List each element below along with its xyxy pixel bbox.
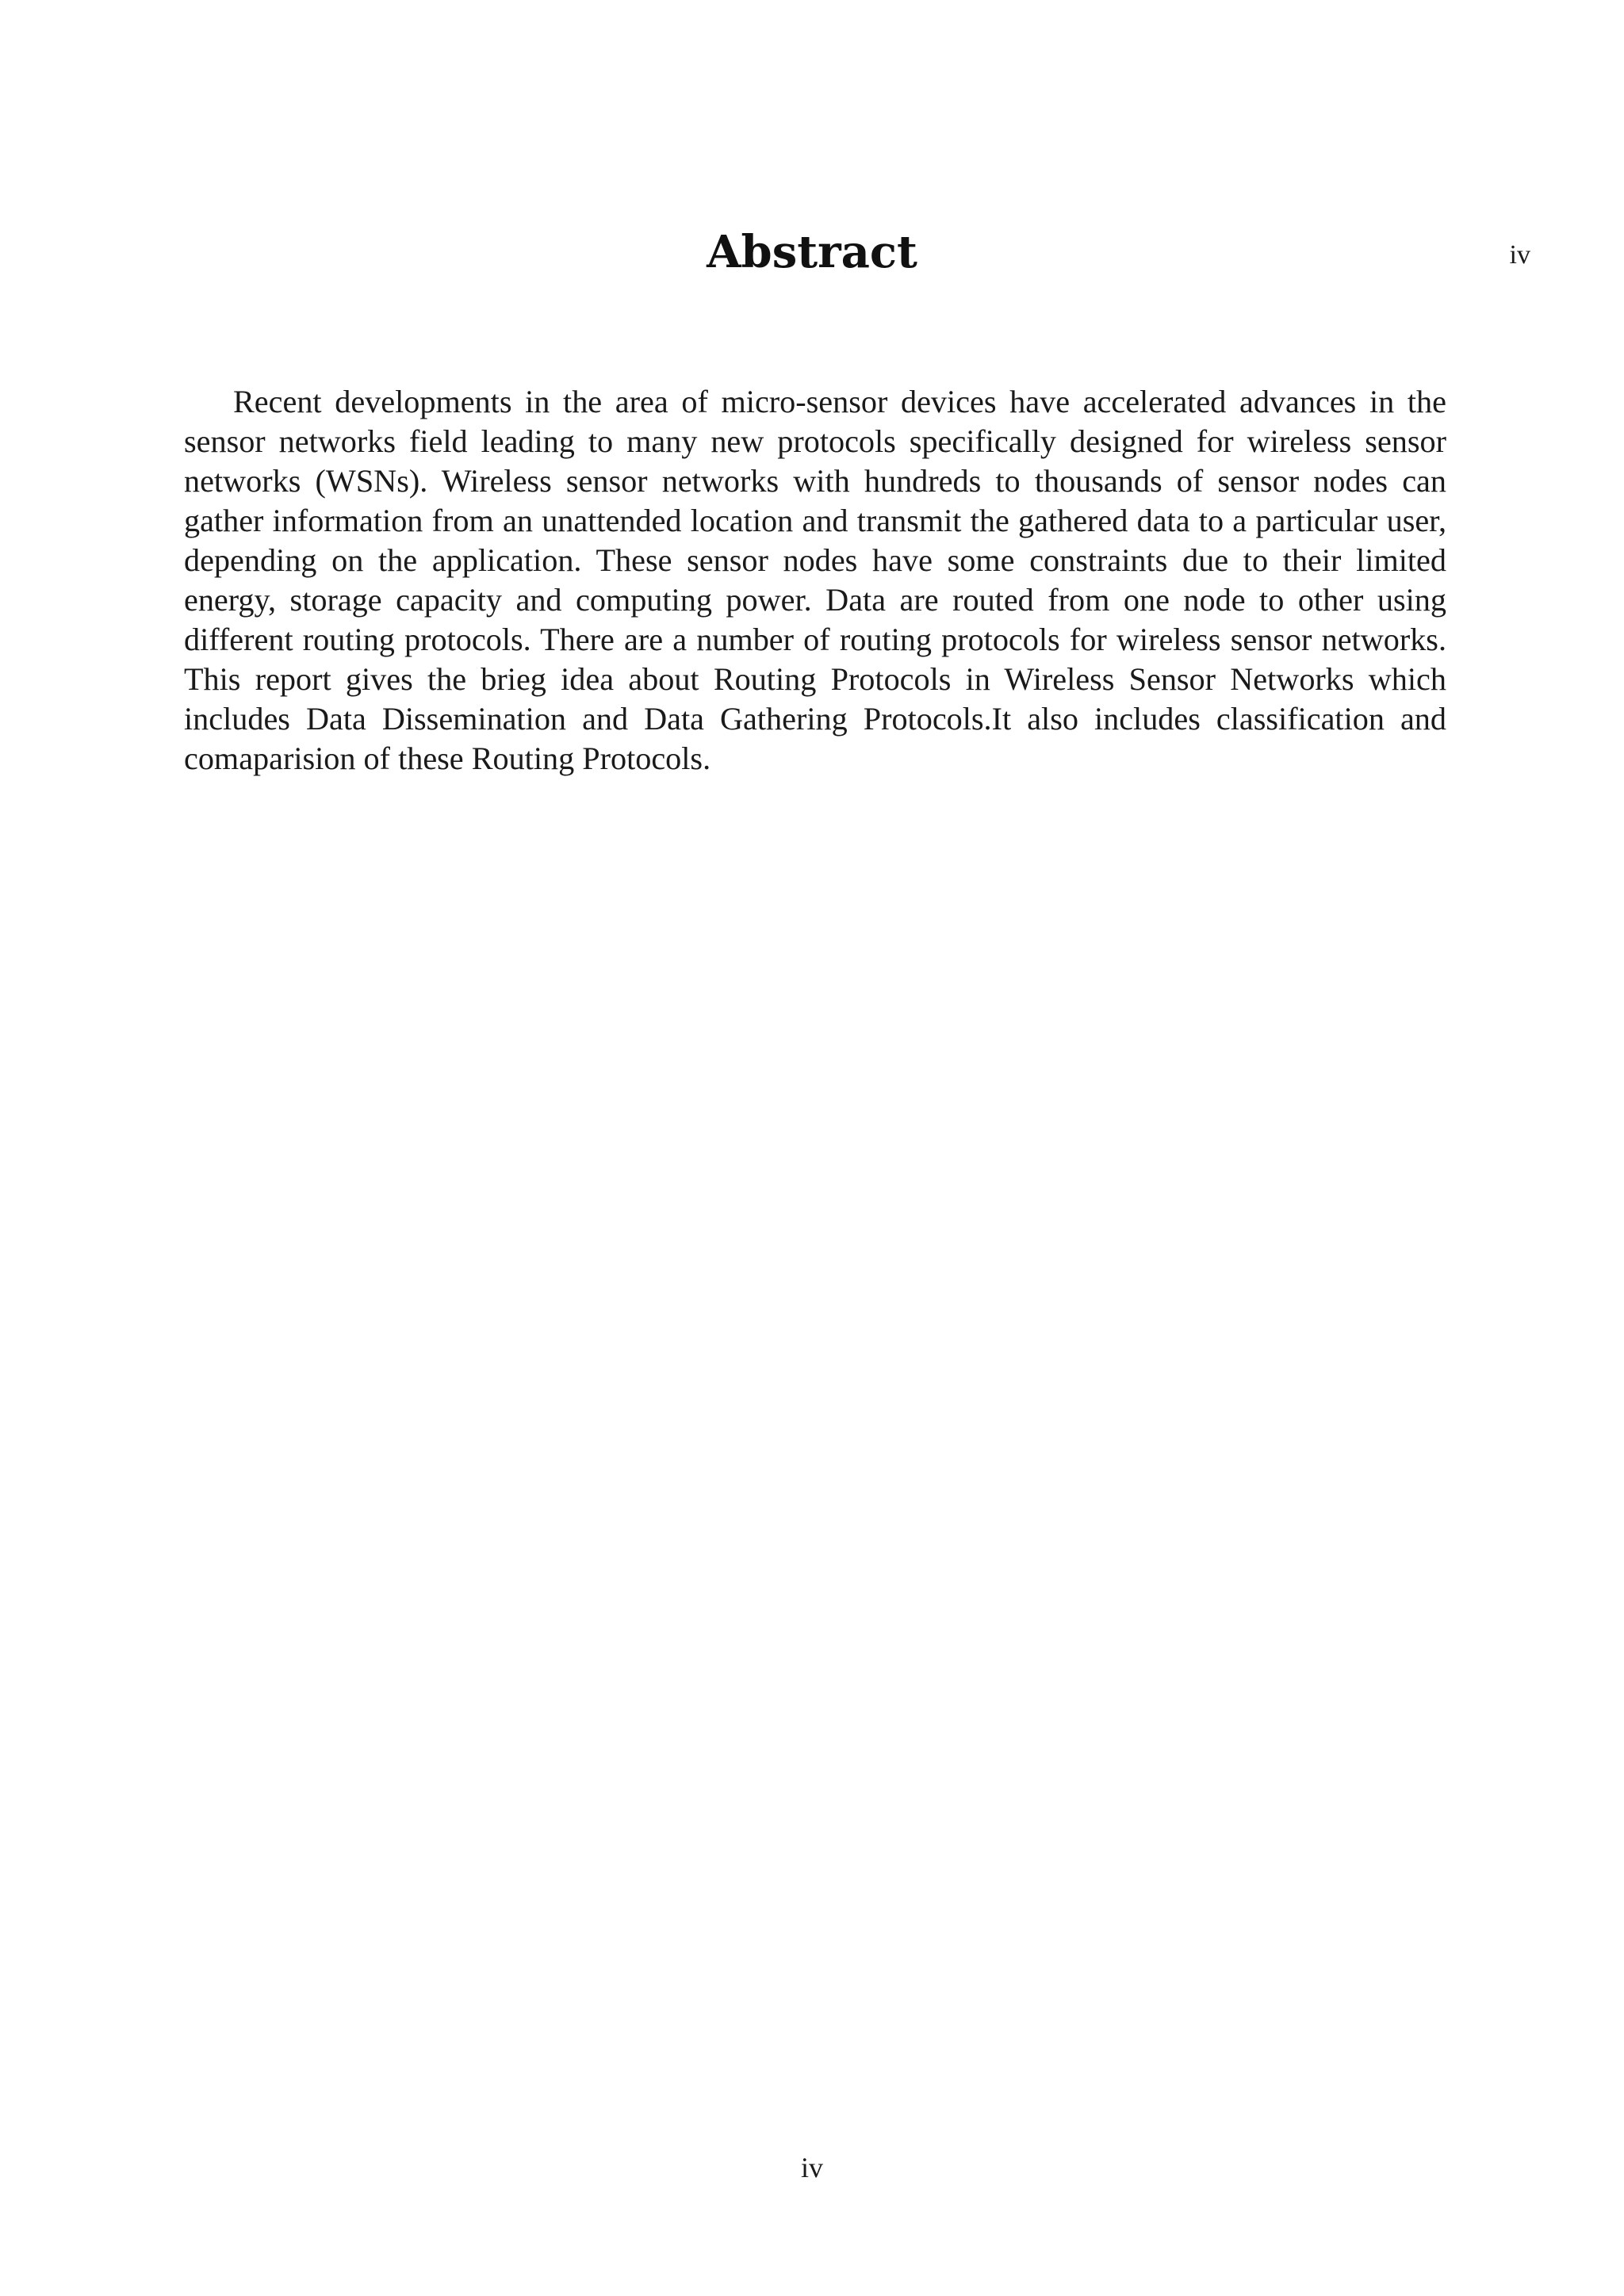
footer-page-number: iv [800,2152,823,2183]
header-page-number: iv [1509,240,1530,270]
abstract-paragraph: Recent developments in the area of micro-sensor devices have accelerated advances in the sensor networks field leading to many new protocols specifically designed for wireless sensor networks (WSNs). Wireless sensor networks with hundreds to thousands of sensor nodes can gather information from an unattended location and transmit the gathered data to a particular user, depending on the application. These sensor nodes have some constraints due to their limited energy, storage capacity and computing power. Data are routed from one node to other using different routing protocols. There are a number of routing protocols for wireless sensor networks. This report gives the brieg idea about Routing Protocols in Wireless Sensor Networks which includes Data Dissemination and Data Gathering Protocols.It also includes classification and comaparision of these Routing Protocols. [184,384,1446,776]
page-title: Abstract [707,226,917,278]
